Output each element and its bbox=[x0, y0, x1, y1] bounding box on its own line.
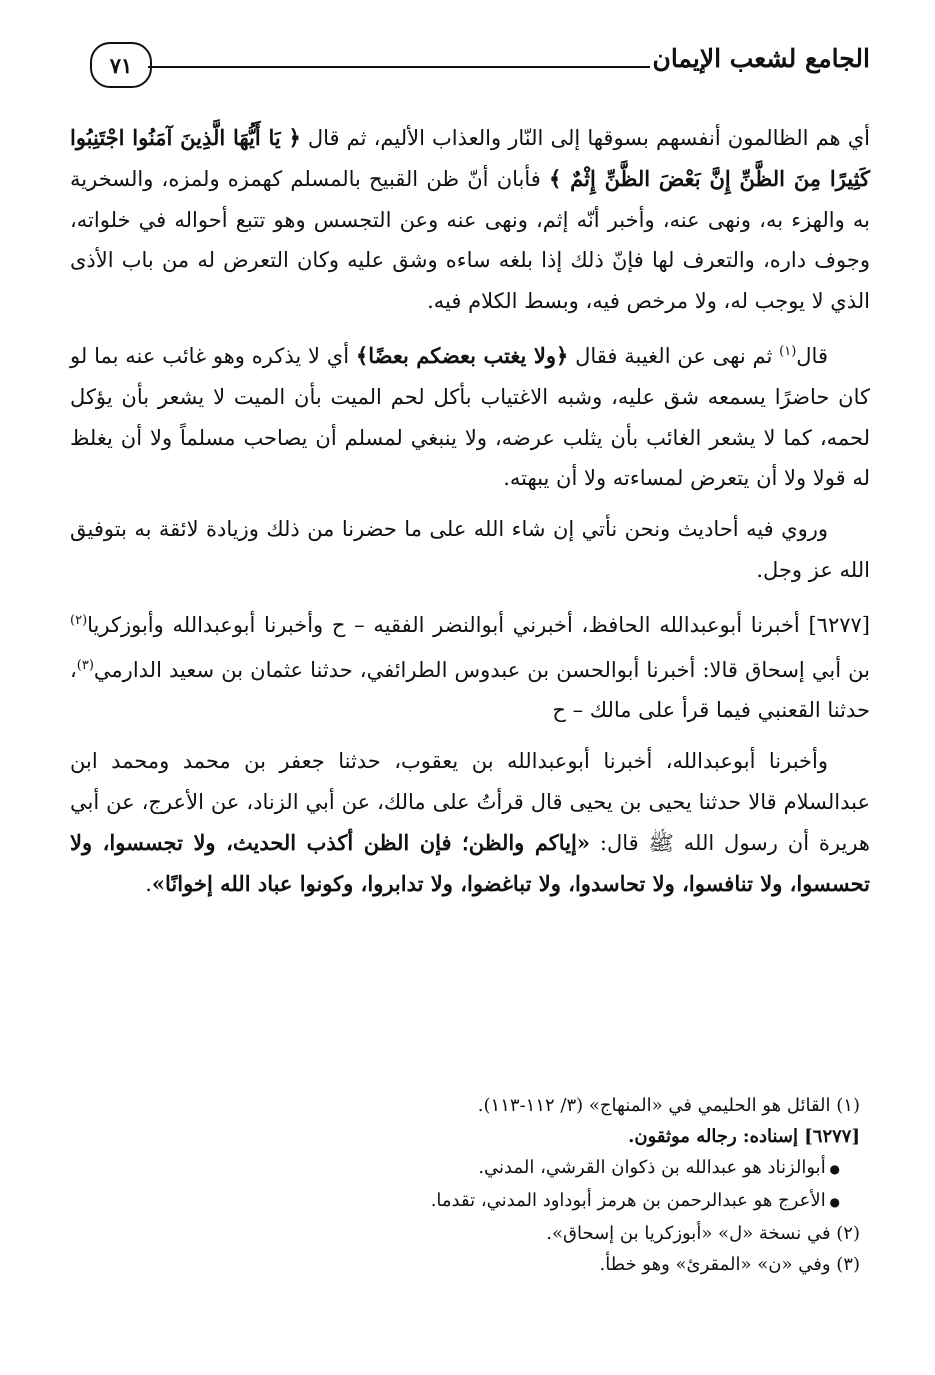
footnote-bullet-2: ● الأعرج هو عبدالرحمن بن هرمز أبوداود المدني، تقدما. bbox=[70, 1185, 860, 1218]
paragraph-3: وروي فيه أحاديث ونحن نأتي إن شاء الله على ما حضرنا من ذلك وزيادة لائقة به بتوفيق الله عز وجل. bbox=[70, 517, 870, 582]
paragraph-2-text-1: قال bbox=[796, 343, 828, 368]
footnote-3: (٣) وفي «ن» «المقرئ» وهو خطأ. bbox=[599, 1254, 860, 1275]
book-title: الجامع لشعب الإيمان bbox=[652, 44, 870, 73]
isnad-text-1: أخبرنا أبوعبدالله الحافظ، أخبرني أبوالنضر الفقيه – ح وأخبرنا أبوعبدالله وأبوزكريا bbox=[87, 612, 809, 637]
footnote-ref-2: (٢) bbox=[70, 612, 88, 628]
paragraph-1 bbox=[70, 118, 870, 322]
quran-verse-1: ﴿ يَا أَيُّهَا الَّذِينَ آمَنُوا اجْتَنِبُوا كَثِيرًا مِنَ الظَّنِّ إِنَّ بَعْضَ الظَّنِّ إِثْمٌ ﴾ bbox=[70, 125, 870, 191]
quran-verse-2: ﴿ولا يغتب بعضكم بعضًا﴾ bbox=[355, 342, 569, 368]
paragraph-2-text-3: أي لا يذكره وهو غائب عنه بما لو كان حاضرًا يسمعه شق عليه، وشبه الاغتياب بأكل لحم الميت بأن الميت لا يشعر بأن يؤكل لحمه، كما لا يشعر الغائب بأن يثلب عرضه، ولا ينبغي لمسلم أن يصاحب مسلماً ولا أن يغلظ له قولا ولا أن يتعرض لمساءته ولا أن يبهته. bbox=[70, 343, 870, 491]
header-rule bbox=[148, 66, 650, 68]
page-number: ٧١ bbox=[90, 42, 152, 88]
footnote-2: (٢) في نسخة «ل» «أبوزكريا بن إسحاق». bbox=[546, 1223, 860, 1244]
matn-end: . bbox=[145, 871, 152, 896]
isnad-text-3: ، حدثنا القعنبي فيما قرأ على مالك – ح bbox=[70, 657, 870, 723]
hadith-number: [٦٢٧٧] bbox=[808, 612, 870, 637]
footnote-1: (١) القائل هو الحليمي في «المنهاج» (٣/ ١١٢-١١٣). bbox=[477, 1095, 860, 1116]
matn-intro: وأخبرنا أبوعبدالله، أخبرنا أبوعبدالله بن يعقوب، حدثنا جعفر بن محمد ومحمد ابن عبدالسلام قالا حدثنا يحيى بن يحيى قال قرأتُ على مالك، عن أبي الزناد، عن الأعرج، عن أبي هريرة أن رسول الله ﷺ قال: bbox=[70, 749, 870, 855]
paragraph-2 bbox=[70, 332, 870, 499]
footnote-ref-1: (١) bbox=[779, 343, 797, 359]
footnote-hadith-grade: [٦٢٧٧] إسناده: رجاله موثقون. bbox=[628, 1126, 860, 1147]
isnad-text-2: بن أبي إسحاق قالا: أخبرنا أبوالحسن بن عبدوس الطرائفي، حدثنا عثمان بن سعيد الدارمي bbox=[93, 657, 870, 682]
footnotes bbox=[70, 1090, 860, 1280]
hadith-matn bbox=[70, 741, 870, 904]
paragraph-1-text-2: فأبان أنّ ظن القبيح بالمسلم كهمزه ولمزه، والسخرية به والهزء به، ونهى عنه، وأخبر أنّه إثم، ونهى عنه وعن التجسس وهو تتبع أحواله في خلواته، وجوف داره، والتعرف لها فإنّ ذلك إذا بلغه ساءه وشق عليه وكان التعرض له من باب الأذى الذي لا يوجب له، ولا مرخص فيه، وبسط الكلام فيه. bbox=[70, 166, 870, 314]
main-text bbox=[70, 118, 870, 914]
hadith-isnad bbox=[70, 601, 870, 731]
hadith-text: «إياكم والظن؛ فإن الظن أكذب الحديث، ولا تجسسوا، ولا تحسسوا، ولا تنافسوا، ولا تحاسدوا، ولا تباغضوا، ولا تدابروا، وكونوا عباد الله إخوانًا» bbox=[70, 829, 870, 896]
paragraph-2-text-2: ثم نهى عن الغيبة فقال bbox=[568, 343, 780, 368]
footnote-ref-3: (٣) bbox=[76, 657, 94, 673]
running-header bbox=[90, 40, 870, 110]
footnote-bullet-1: ● أبوالزناد هو عبدالله بن ذكوان القرشي، المدني. bbox=[70, 1152, 860, 1185]
paragraph-1-text-1: أي هم الظالمون أنفسهم بسوقها إلى النّار والعذاب الأليم، ثم قال bbox=[300, 126, 870, 150]
